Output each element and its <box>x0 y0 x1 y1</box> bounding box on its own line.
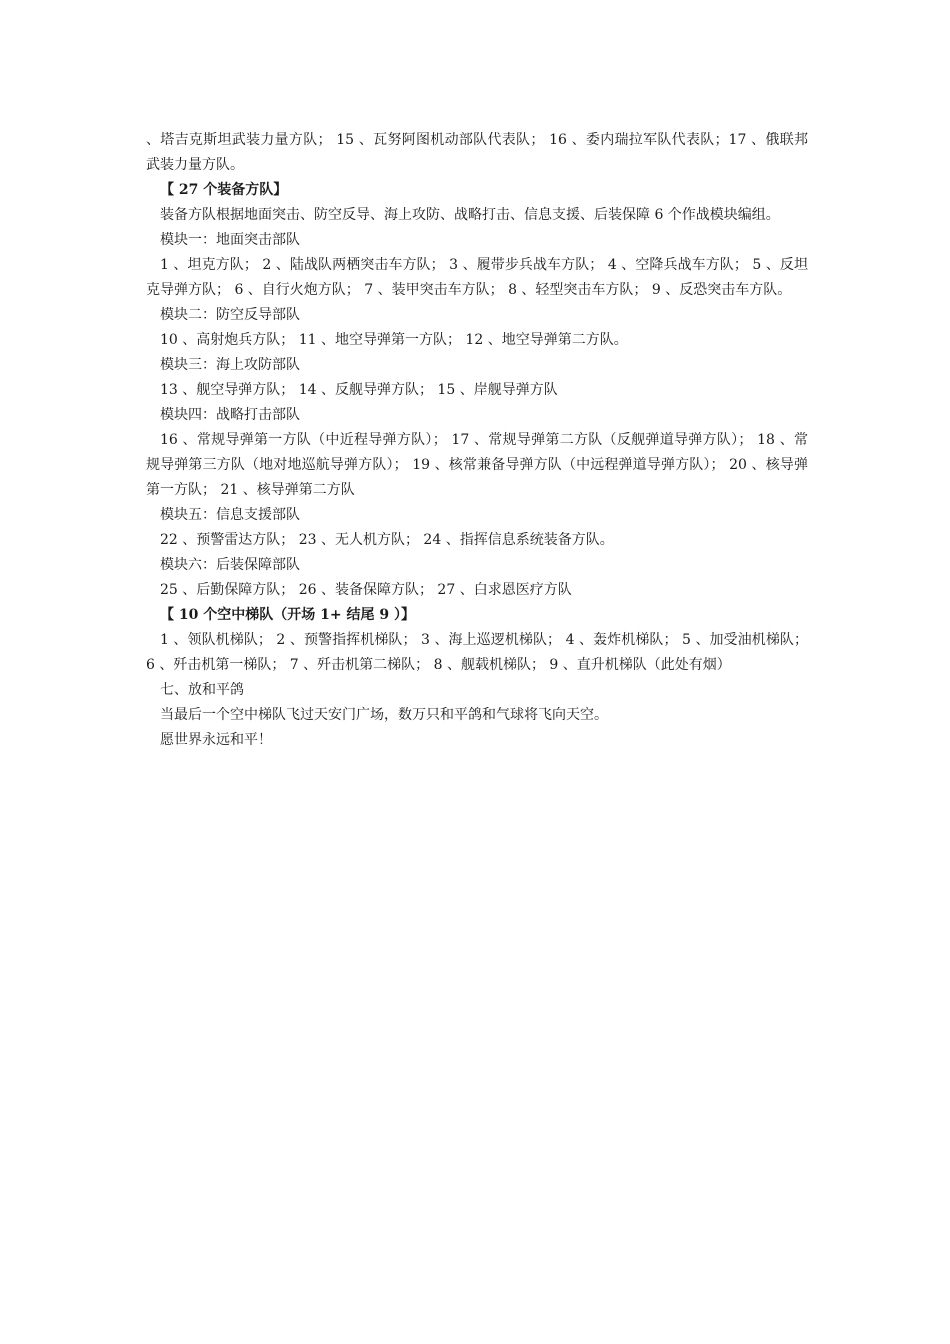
paragraph-foreign-contingents-end: 、塔吉克斯坦武装力量方队； 15 、瓦努阿图机动部队代表队； 16 、委内瑞拉军队代表队；17 、俄联邦武装力量方队。 <box>146 132 808 173</box>
module-heading-5: 模块五：信息支援部队 <box>160 507 300 523</box>
module-heading-1: 模块一：地面突击部队 <box>160 232 300 248</box>
module-heading-6: 模块六：后装保障部队 <box>160 557 300 573</box>
section-heading-air-echelons: 【 10 个空中梯队（开场 1+ 结尾 9 ）】 <box>160 607 415 623</box>
paragraph-peace-doves: 当最后一个空中梯队飞过天安门广场，数万只和平鸽和气球将飞向天空。 <box>160 707 608 723</box>
paragraph-closing-wish: 愿世界永远和平！ <box>160 732 272 748</box>
section-heading-peace-doves: 七、放和平鸽 <box>160 682 244 698</box>
document-body <box>146 128 808 753</box>
paragraph-module-4-list: 16 、常规导弹第一方队（中近程导弹方队）； 17 、常规导弹第二方队（反舰弹道导弹方队）； 18 、常规导弹第三方队（地对地巡航导弹方队）； 19 、核常兼备导弹方队（中远程弹道导弹方队）； 20 、核导弹第一方队； 21 、核导弹第二方队 <box>146 432 808 498</box>
module-heading-3: 模块三：海上攻防部队 <box>160 357 300 373</box>
paragraph-module-6-list: 25 、后勤保障方队； 26 、装备保障方队； 27 、白求恩医疗方队 <box>160 582 572 598</box>
module-heading-2: 模块二：防空反导部队 <box>160 307 300 323</box>
module-heading-4: 模块四：战略打击部队 <box>160 407 300 423</box>
paragraph-module-5-list: 22 、预警雷达方队； 23 、无人机方队； 24 、指挥信息系统装备方队。 <box>160 532 614 548</box>
paragraph-module-2-list: 10 、高射炮兵方队； 11 、地空导弹第一方队； 12 、地空导弹第二方队。 <box>160 332 628 348</box>
paragraph-module-3-list: 13 、舰空导弹方队； 14 、反舰导弹方队； 15 、岸舰导弹方队 <box>160 382 558 398</box>
paragraph-module-1-list: 1 、坦克方队； 2 、陆战队两栖突击车方队； 3 、履带步兵战车方队； 4 、空降兵战车方队； 5 、反坦克导弹方队； 6 、自行火炮方队； 7 、装甲突击车方队； 8 、轻型突击车方队； 9 、反恐突击车方队。 <box>146 257 808 298</box>
paragraph-air-echelons-list: 1 、领队机梯队； 2 、预警指挥机梯队； 3 、海上巡逻机梯队； 4 、轰炸机梯队； 5 、加受油机梯队； 6 、歼击机第一梯队； 7 、歼击机第二梯队； 8 、舰载机梯队； 9 、直升机梯队（此处有烟） <box>146 632 808 673</box>
paragraph-equipment-intro: 装备方队根据地面突击、防空反导、海上攻防、战略打击、信息支援、后装保障 6 个作战模块编组。 <box>160 207 780 223</box>
section-heading-equipment: 【 27 个装备方队】 <box>160 182 288 198</box>
